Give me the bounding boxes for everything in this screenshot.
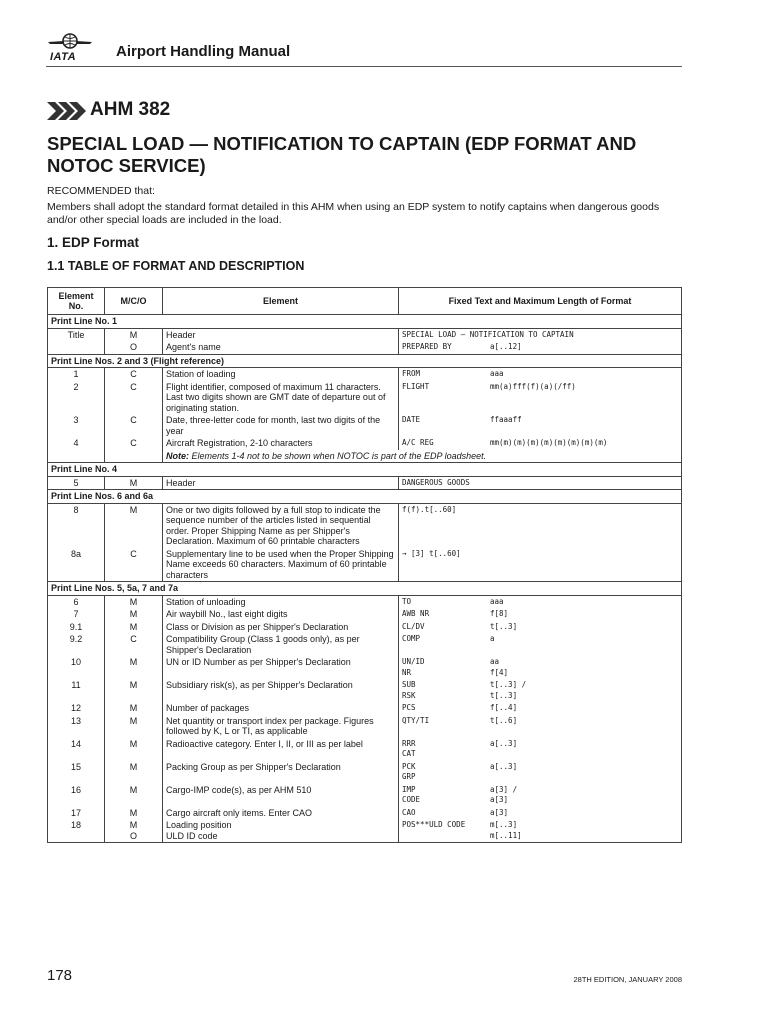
logo-text: IATA <box>50 51 77 63</box>
table-row <box>48 328 682 341</box>
cell-mco: M <box>105 621 163 634</box>
cell-format <box>399 819 682 843</box>
cell-format <box>399 784 682 807</box>
note-row <box>48 450 682 463</box>
cell-element: Net quantity or transport index per package. Figures followed by K, L or TI, as applicable <box>163 715 399 738</box>
cell-mco: M <box>105 656 163 679</box>
fixed-text: DATE <box>402 415 421 424</box>
cell-element: Compatibility Group (Class 1 goods only), as per Shipper's Declaration <box>163 633 399 656</box>
table-row <box>48 381 682 415</box>
table-row <box>48 807 682 820</box>
table-row <box>48 621 682 634</box>
cell-mco: C <box>105 368 163 381</box>
cell-format <box>399 679 682 702</box>
table-row <box>48 761 682 784</box>
table-row <box>48 595 682 608</box>
fixed-text: → [3] t[..60] <box>402 548 461 558</box>
cell-format <box>399 656 682 679</box>
section-label: Print Line Nos. 2 and 3 (Flight reference) <box>48 354 682 368</box>
cell-mco: C <box>105 381 163 415</box>
cell-element: Supplementary line to be used when the Proper Shipping Name exceeds 60 characters. Maximum of 60 printable characters <box>163 548 399 582</box>
cell-mco: M O <box>105 819 163 843</box>
format-value: t[..3] / t[..3] <box>490 680 527 700</box>
cell-mco: M <box>105 761 163 784</box>
table-row <box>48 656 682 679</box>
edition-label: 28TH EDITION, JANUARY 2008 <box>573 975 682 984</box>
cell-mco: O <box>105 341 163 354</box>
table-row <box>48 784 682 807</box>
cell-format <box>399 548 682 582</box>
cell-format <box>399 341 682 354</box>
cell-element: One or two digits followed by a full stop to indicate the sequence number of the articles listed in sequential order. Proper Shipping Name as per Shipper's Declaration. Maximum of 60 printable characters <box>163 503 399 548</box>
cell-no: 5 <box>48 476 105 490</box>
cell-element: Agent's name <box>163 341 399 354</box>
format-value: f[..4] <box>490 703 518 712</box>
cell-mco: C <box>105 633 163 656</box>
fixed-text: QTY/TI <box>402 715 430 725</box>
cell-format <box>399 702 682 715</box>
format-value: mm(a)fff(f)(a)(/ff) <box>490 381 576 391</box>
section-label: Print Line Nos. 5, 5a, 7 and 7a <box>48 582 682 596</box>
cell-element: Cargo aircraft only items. Enter CAO <box>163 807 399 820</box>
cell-format <box>399 595 682 608</box>
format-value: aaa <box>490 596 504 606</box>
cell-element: Header <box>163 328 399 341</box>
cell-mco: M <box>105 679 163 702</box>
cell-format <box>399 503 682 548</box>
cell-mco: C <box>105 414 163 437</box>
cell-element: Aircraft Registration, 2-10 characters <box>163 437 399 450</box>
table-row <box>48 633 682 656</box>
cell-element: Air waybill No., last eight digits <box>163 608 399 621</box>
cell-no: Title <box>48 328 105 341</box>
ahm-number: AHM 382 <box>90 99 171 120</box>
table-row <box>48 437 682 450</box>
cell-no: 2 <box>48 381 105 415</box>
cell-format <box>399 621 682 634</box>
cell-format <box>399 633 682 656</box>
format-value: a[..12] <box>490 342 522 351</box>
col-header-fixed-text: Fixed Text and Maximum Length of Format <box>399 288 682 315</box>
cell-no: 6 <box>48 595 105 608</box>
format-value: aaa <box>490 369 504 378</box>
format-value: a <box>490 634 495 643</box>
cell-no: 9.2 <box>48 633 105 656</box>
format-value: a[..3] <box>490 738 518 748</box>
cell-no: 7 <box>48 608 105 621</box>
format-value: m[..3] m[..11] <box>490 820 522 840</box>
iata-logo <box>46 32 94 64</box>
note-text <box>163 450 682 463</box>
cell-element: Number of packages <box>163 702 399 715</box>
fixed-text: PREPARED BY <box>402 342 452 351</box>
col-header-element-no: Element No. <box>48 288 105 315</box>
cell-format <box>399 328 682 341</box>
manual-title: Airport Handling Manual <box>116 43 291 60</box>
section-label: Print Line No. 1 <box>48 315 682 329</box>
format-value: a[3] <box>490 807 509 817</box>
page-title: SPECIAL LOAD — NOTIFICATION TO CAPTAIN (EDP FORMAT AND NOTOC SERVICE) <box>47 133 637 176</box>
cell-mco: M <box>105 503 163 548</box>
cell-no: 12 <box>48 702 105 715</box>
format-table <box>47 287 682 843</box>
format-value: aa f[4] <box>490 657 509 677</box>
fixed-text: f(f).t[..60] <box>402 504 457 514</box>
cell-format <box>399 381 682 415</box>
table-header-row <box>48 288 682 315</box>
fixed-text: SUB RSK <box>402 680 416 700</box>
format-value: t[..3] <box>490 621 518 631</box>
cell-mco: M <box>105 738 163 761</box>
section-row <box>48 354 682 368</box>
cell-format <box>399 738 682 761</box>
cell-element: Class or Division as per Shipper's Declaration <box>163 621 399 634</box>
cell-element: Cargo-IMP code(s), as per AHM 510 <box>163 784 399 807</box>
table-row <box>48 702 682 715</box>
cell-element: Subsidiary risk(s), as per Shipper's Declaration <box>163 679 399 702</box>
chevrons-icon <box>47 102 87 120</box>
section-row <box>48 582 682 596</box>
fixed-text: COMP <box>402 634 421 643</box>
table-row <box>48 819 682 843</box>
cell-mco: C <box>105 548 163 582</box>
note-label: Note: <box>166 450 189 461</box>
fixed-text: TO <box>402 596 412 606</box>
fixed-text: DANGEROUS GOODS <box>402 477 470 487</box>
col-header-element: Element <box>163 288 399 315</box>
section-label: Print Line No. 4 <box>48 463 682 477</box>
cell-element: Loading position ULD ID code <box>163 819 399 843</box>
table-row <box>48 548 682 582</box>
cell-format <box>399 807 682 820</box>
format-value: mm(m)(m)(m)(m)(m)(m)(m)(m) <box>490 438 608 447</box>
cell-no: 13 <box>48 715 105 738</box>
cell-no <box>48 341 105 354</box>
cell-no: 15 <box>48 761 105 784</box>
section-heading-1-1: 1.1 TABLE OF FORMAT AND DESCRIPTION <box>47 259 305 273</box>
table-row <box>48 738 682 761</box>
fixed-text: UN/ID NR <box>402 657 425 677</box>
section-heading-1: 1. EDP Format <box>47 235 140 250</box>
table-row <box>48 608 682 621</box>
format-value: a[3] / a[3] <box>490 784 518 804</box>
fixed-text: AWB NR <box>402 609 430 618</box>
cell-mco: M <box>105 784 163 807</box>
section-row <box>48 490 682 504</box>
cell-element: Header <box>163 476 399 490</box>
cell-mco: M <box>105 608 163 621</box>
format-value: a[..3] <box>490 761 518 771</box>
cell-no: 8a <box>48 548 105 582</box>
cell-no: 9.1 <box>48 621 105 634</box>
fixed-text: PCK GRP <box>402 761 416 781</box>
col-header-mco: M/C/O <box>105 288 163 315</box>
fixed-text: POS***ULD CODE <box>402 820 466 829</box>
note-body: Elements 1-4 not to be shown when NOTOC is part of the EDP loadsheet. <box>189 450 487 461</box>
recommended-label: RECOMMENDED that: <box>47 185 155 197</box>
section-label: Print Line Nos. 6 and 6a <box>48 490 682 504</box>
cell-no: 14 <box>48 738 105 761</box>
cell-mco: M <box>105 595 163 608</box>
cell-element: Radioactive category. Enter I, II, or III as per label <box>163 738 399 761</box>
fixed-text: RRR CAT <box>402 738 416 758</box>
cell-no: 11 <box>48 679 105 702</box>
table-row <box>48 414 682 437</box>
cell-format <box>399 608 682 621</box>
cell-mco: M <box>105 807 163 820</box>
fixed-text: IMP CODE <box>402 784 421 804</box>
cell-format <box>399 715 682 738</box>
format-value: f[8] <box>490 609 509 618</box>
table-row <box>48 341 682 354</box>
cell-no: 1 <box>48 368 105 381</box>
fixed-text: FLIGHT <box>402 381 430 391</box>
table-row <box>48 715 682 738</box>
cell-mco: M <box>105 328 163 341</box>
section-row <box>48 315 682 329</box>
table-row <box>48 368 682 381</box>
format-value: t[..6] <box>490 715 518 725</box>
cell-no: 17 <box>48 807 105 820</box>
fixed-text: CAO <box>402 807 416 817</box>
cell-mco: M <box>105 476 163 490</box>
section-row <box>48 463 682 477</box>
fixed-text: A/C REG <box>402 438 434 447</box>
cell-element: Flight identifier, composed of maximum 11 characters. Last two digits shown are GMT date of departure out of originating station. <box>163 381 399 415</box>
cell-mco: M <box>105 702 163 715</box>
format-value: ffaaaff <box>490 415 522 424</box>
cell-element: UN or ID Number as per Shipper's Declaration <box>163 656 399 679</box>
cell-mco: M <box>105 715 163 738</box>
cell-element: Station of loading <box>163 368 399 381</box>
cell-mco: C <box>105 437 163 450</box>
header-rule <box>46 66 682 67</box>
cell-format <box>399 476 682 490</box>
cell-element: Packing Group as per Shipper's Declaration <box>163 761 399 784</box>
cell-format <box>399 368 682 381</box>
cell-element: Date, three-letter code for month, last two digits of the year <box>163 414 399 437</box>
cell-no: 10 <box>48 656 105 679</box>
cell-no: 4 <box>48 437 105 450</box>
cell-no: 8 <box>48 503 105 548</box>
cell-element: Station of unloading <box>163 595 399 608</box>
table-row <box>48 503 682 548</box>
intro-paragraph: Members shall adopt the standard format detailed in this AHM when using an EDP system to notify captains when dangerous goods and/or other special loads are included in the load. <box>47 201 660 226</box>
table-row <box>48 476 682 490</box>
table-row <box>48 679 682 702</box>
fixed-text: PCS <box>402 703 416 712</box>
cell-no: 16 <box>48 784 105 807</box>
cell-no: 3 <box>48 414 105 437</box>
fixed-text: SPECIAL LOAD — NOTIFICATION TO CAPTAIN <box>402 329 574 339</box>
fixed-text: CL/DV <box>402 621 425 631</box>
fixed-text: FROM <box>402 369 421 378</box>
cell-format <box>399 761 682 784</box>
cell-no: 18 <box>48 819 105 843</box>
page-header <box>46 32 682 70</box>
page-number: 178 <box>47 967 73 984</box>
cell-format <box>399 414 682 437</box>
cell-format <box>399 437 682 450</box>
